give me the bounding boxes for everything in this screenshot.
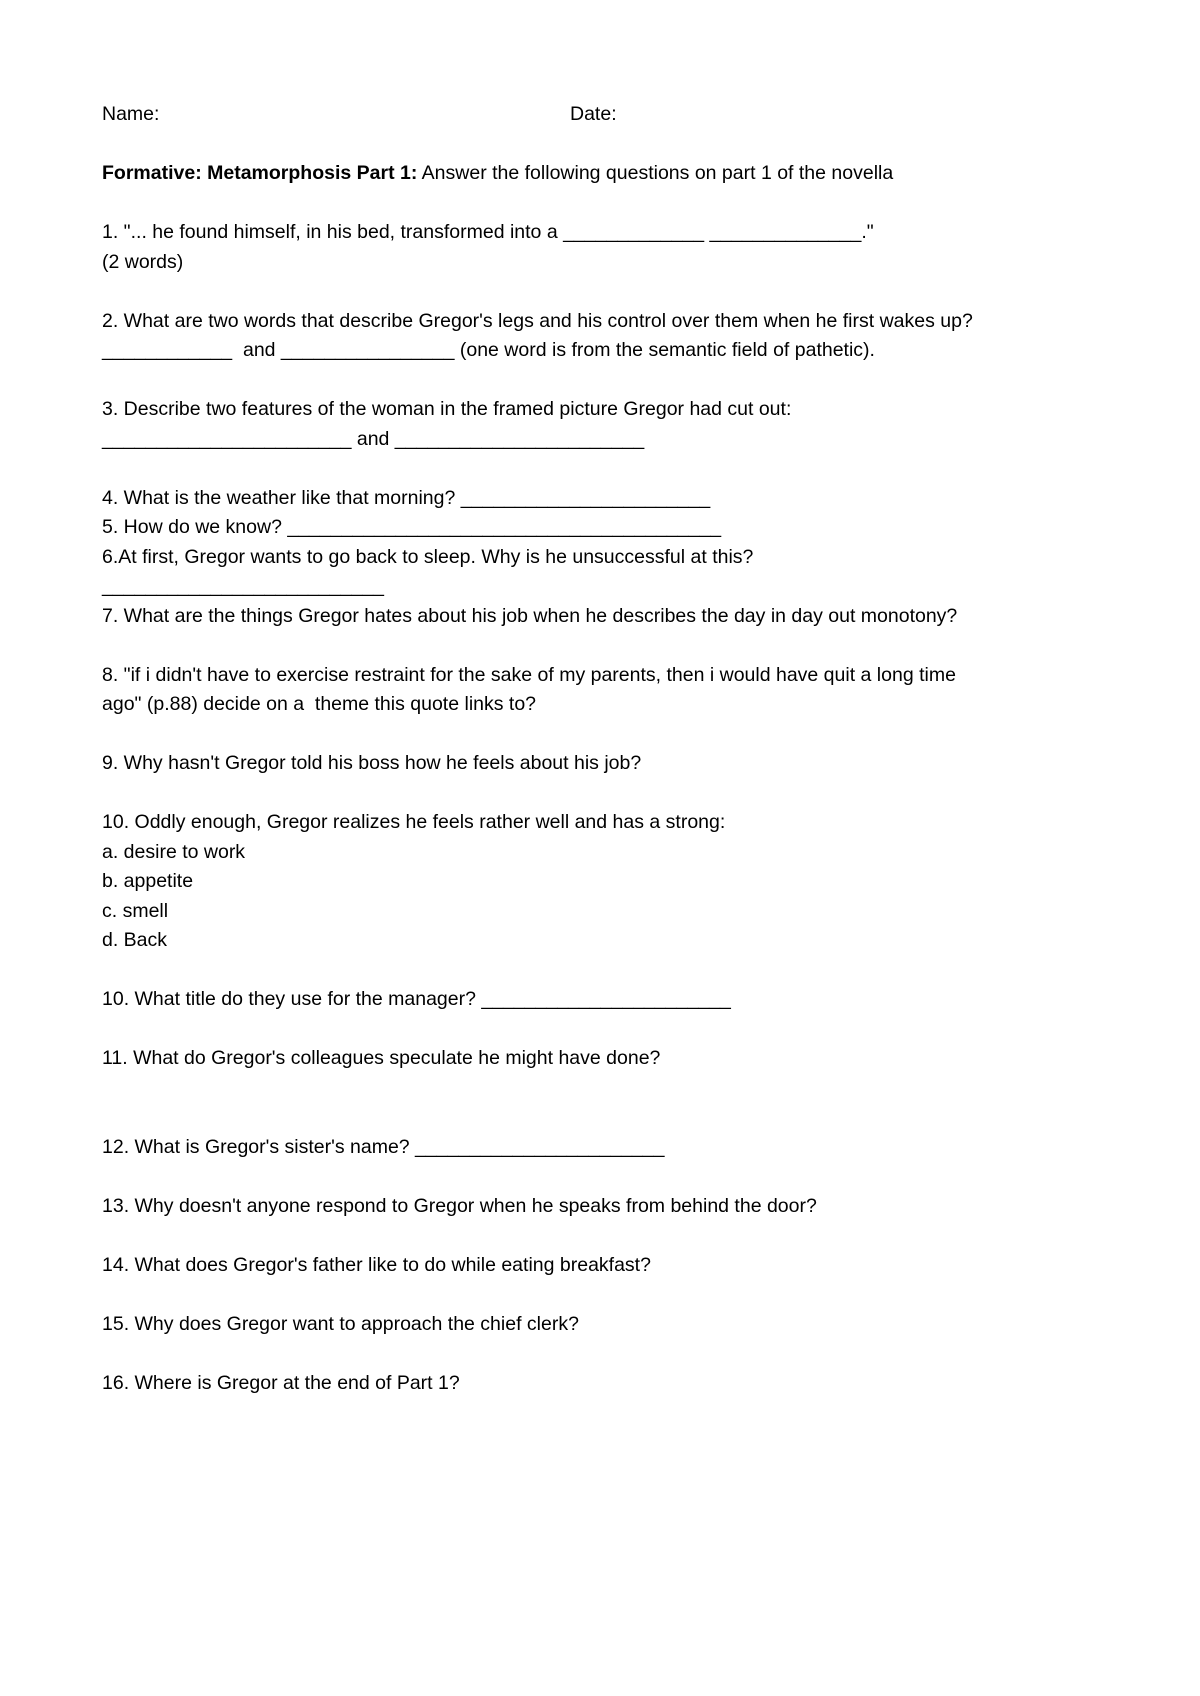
question-7: 7. What are the things Gregor hates about his job when he describes the day in day out monotony? <box>102 604 958 627</box>
question-13: 13. Why doesn't anyone respond to Gregor when he speaks from behind the door? <box>102 1194 817 1217</box>
spacer <box>102 1074 1102 1133</box>
spacer <box>102 1162 1102 1192</box>
spacer <box>102 130 1102 160</box>
question-16: 16. Where is Gregor at the end of Part 1? <box>102 1371 460 1394</box>
spacer <box>102 189 1102 219</box>
question-11: 11. What do Gregor's colleagues speculate he might have done? <box>102 1047 661 1069</box>
question-2-line-2: ____________ and ________________ (one word is from the semantic field of pathetic). <box>102 339 875 361</box>
spacer <box>102 454 1102 484</box>
instructions-text: Answer the following questions on part 1 of the novella <box>417 162 894 184</box>
spacer <box>102 631 1102 661</box>
spacer <box>102 1015 1102 1045</box>
question-9: 9. Why hasn't Gregor told his boss how he feels about his job? <box>102 752 642 774</box>
question-10-option-d: d. Back <box>102 929 168 951</box>
question-6-line-2: __________________________ <box>102 575 384 597</box>
spacer <box>102 956 1102 986</box>
question-8-line-1: 8. "if i didn't have to exercise restraint for the sake of my parents, then i would have quit a long time <box>102 663 956 686</box>
question-10b: 10. What title do they use for the manager? _______________________ <box>102 988 731 1010</box>
worksheet-title: Formative: Metamorphosis Part 1: <box>102 162 418 184</box>
spacer <box>102 720 1102 750</box>
question-14: 14. What does Gregor's father like to do while eating breakfast? <box>102 1253 651 1276</box>
question-8-line-2: ago" (p.88) decide on a theme this quote links to? <box>102 693 537 715</box>
spacer <box>102 779 1102 809</box>
intro-line <box>102 159 1102 189</box>
spacer <box>102 1339 1102 1369</box>
question-1-line-1: 1. "... he found himself, in his bed, transformed into a _____________ ______________." <box>102 221 874 243</box>
spacer <box>102 366 1102 396</box>
spacer <box>102 1221 1102 1251</box>
question-10-option-a: a. desire to work <box>102 840 246 863</box>
question-3-line-2: _______________________ and _______________________ <box>102 427 645 450</box>
spacer <box>102 277 1102 307</box>
date-label: Date: <box>570 103 617 125</box>
name-label: Name: <box>102 103 160 125</box>
question-3-line-1: 3. Describe two features of the woman in the framed picture Gregor had cut out: <box>102 398 792 420</box>
question-15: 15. Why does Gregor want to approach the chief clerk? <box>102 1312 579 1335</box>
question-6-line-1: 6.At first, Gregor wants to go back to sleep. Why is he unsuccessful at this? <box>102 545 754 568</box>
header-row <box>102 100 1102 130</box>
question-5: 5. How do we know? ________________________________________ <box>102 516 722 538</box>
question-2-line-1: 2. What are two words that describe Gregor's legs and his control over them when he first wakes up? <box>102 309 973 332</box>
question-10-line-1: 10. Oddly enough, Gregor realizes he feels rather well and has a strong: <box>102 811 726 833</box>
question-1-line-2: (2 words) <box>102 250 184 273</box>
question-10-option-b: b. appetite <box>102 870 194 892</box>
worksheet-page <box>102 100 1102 1398</box>
question-12: 12. What is Gregor's sister's name? _______________________ <box>102 1135 665 1158</box>
question-4: 4. What is the weather like that morning? _______________________ <box>102 486 711 509</box>
question-10-option-c: c. smell <box>102 899 169 922</box>
spacer <box>102 1280 1102 1310</box>
